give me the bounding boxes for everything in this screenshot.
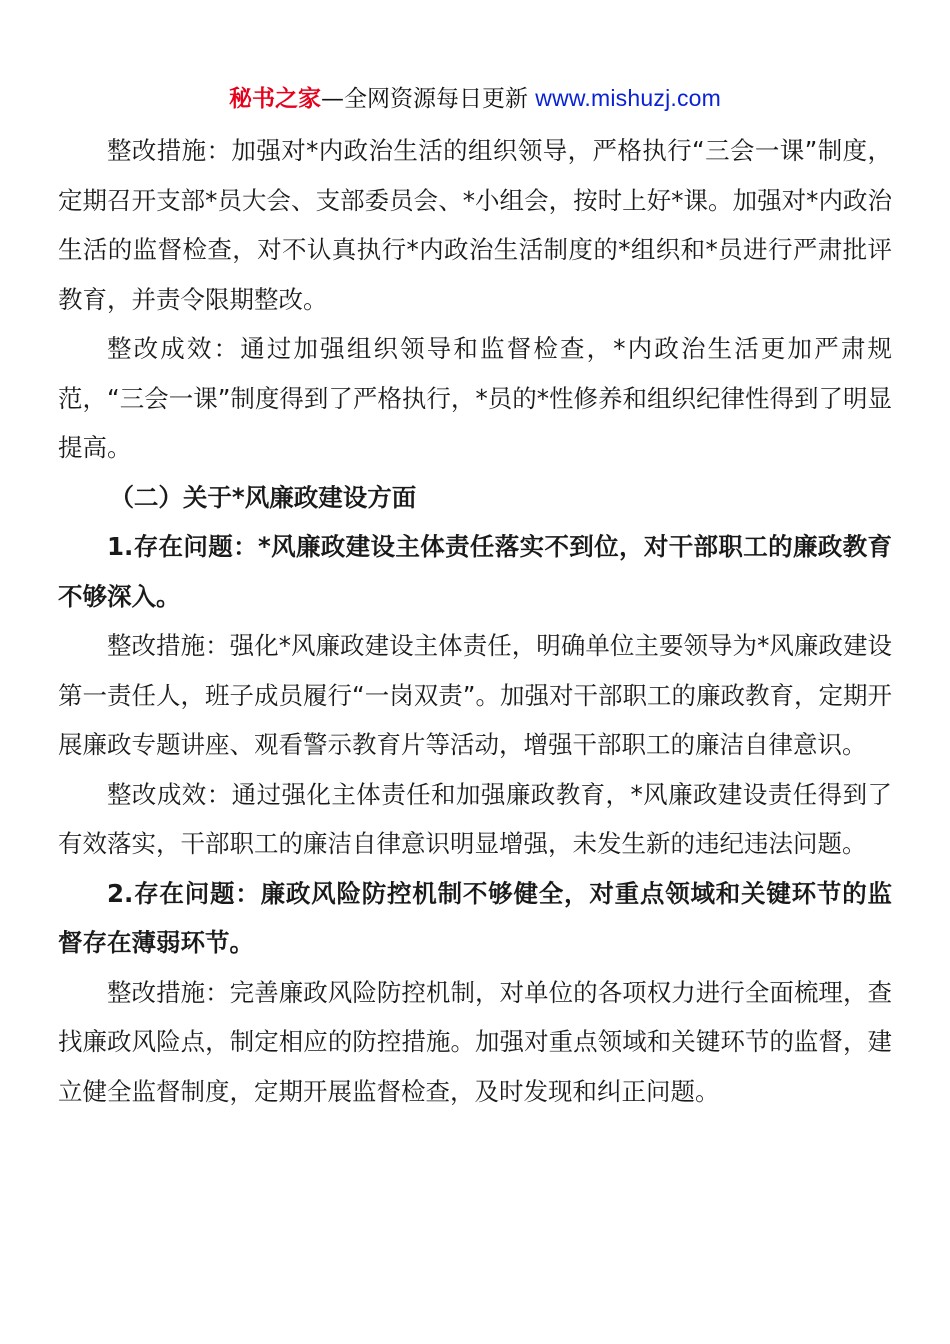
header-slogan: —全网资源每日更新 <box>320 86 528 112</box>
measures-paragraph-2: 整改措施：强化*风廉政建设主体责任，明确单位主要领导为*风廉政建设第一责任人，班子成员履行“一岗双责”。加强对干部职工的廉政教育，定期开展廉政专题讲座、观看警示教育片等活动，增强干部职工的廉洁自律意识。 <box>58 631 892 759</box>
measures-paragraph-3: 整改措施：完善廉政风险防控机制，对单位的各项权力进行全面梳理，查找廉政风险点，制定相应的防控措施。加强对重点领域和关键环节的监督，建立健全监督制度，定期开展监督检查，及时发现和纠正问题。 <box>58 977 892 1106</box>
site-url-link[interactable]: www.mishuzj.com <box>535 85 722 111</box>
results-paragraph-2: 整改成效：通过强化主体责任和加强廉政教育，*风廉政建设责任得到了有效落实，干部职工的廉洁自律意识明显增强，未发生新的违纪违法问题。 <box>58 779 892 858</box>
brand-name: 秘书之家 <box>228 86 321 112</box>
results-paragraph-1: 整改成效：通过加强组织领导和监督检查，*内政治生活更加严肃规范，“三会一课”制度得到了严格执行，*员的*性修养和组织纪律性得到了明显提高。 <box>58 334 892 462</box>
section-heading-2: （二）关于*风廉政建设方面 <box>109 482 417 512</box>
measures-paragraph-1: 整改措施：加强对*内政治生活的组织领导，严格执行“三会一课”制度，定期召开支部*员大会、支部委员会、*小组会，按时上好*课。加强对*内政治生活的监督检查，对不认真执行*内政治生活制度的*组织和*员进行严肃批评教育，并责令限期整改。 <box>58 136 892 314</box>
problem-heading-1: 1.存在问题：*风廉政建设主体责任落实不到位，对干部职工的廉政教育不够深入。 <box>58 532 892 611</box>
watermark-header <box>58 80 892 116</box>
problem-heading-2: 2.存在问题：廉政风险防控机制不够健全，对重点领域和关键环节的监督存在薄弱环节。 <box>58 878 892 957</box>
document-body <box>58 126 892 1116</box>
